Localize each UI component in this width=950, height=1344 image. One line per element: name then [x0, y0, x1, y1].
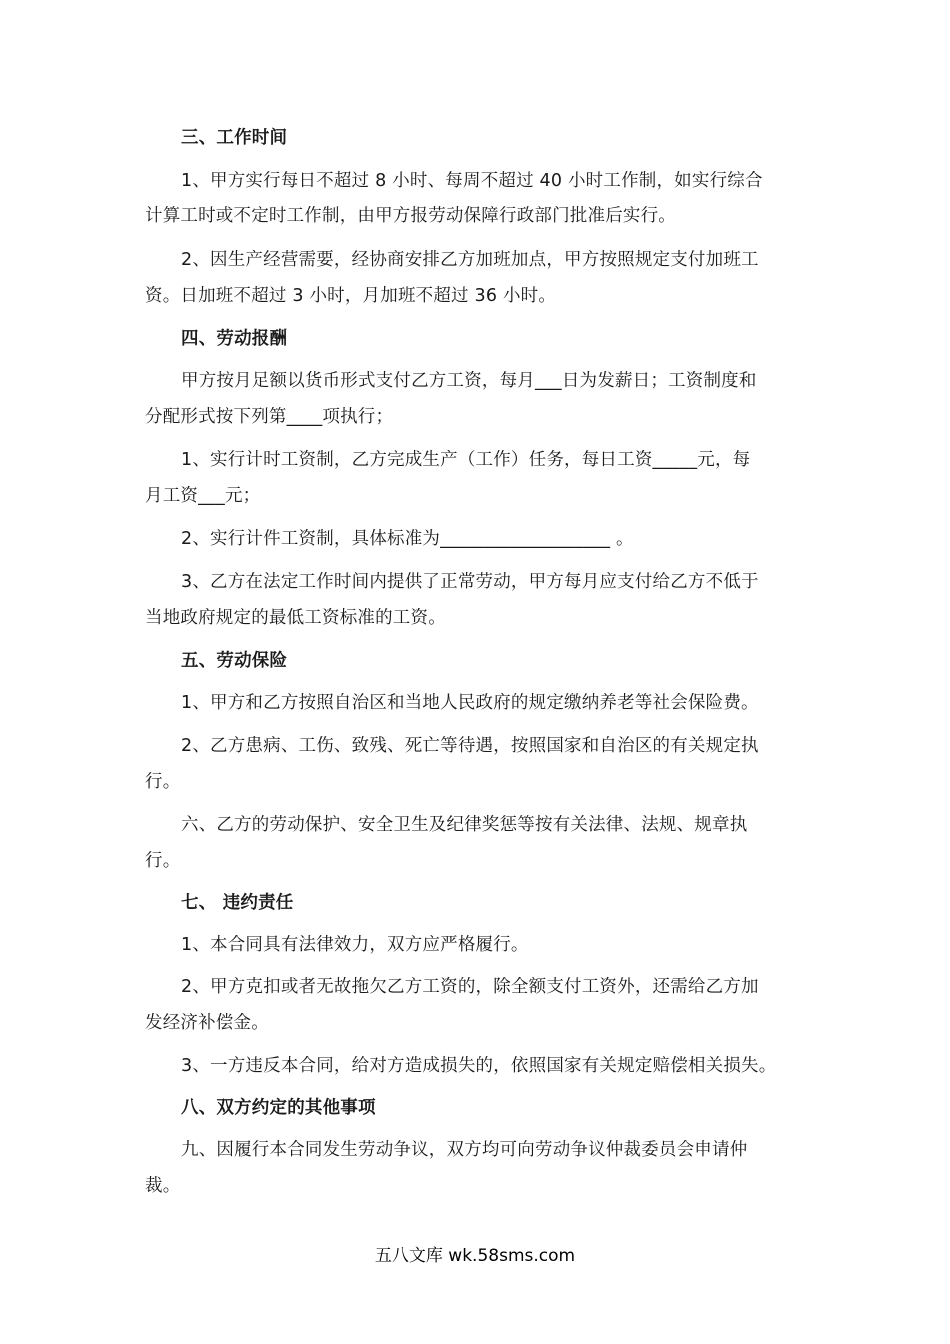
paragraph-line: 1、甲方实行每日不超过 8 小时、每周不超过 40 小时工作制，如实行综合 — [181, 171, 763, 191]
paragraph-line: 2、乙方患病、工伤、致残、死亡等待遇，按照国家和自治区的有关规定执 — [181, 736, 759, 756]
paragraph-line: 发经济补偿金。 — [145, 1013, 269, 1033]
paragraph-line: 六、乙方的劳动保护、安全卫生及纪律奖惩等按有关法律、法规、规章执 — [181, 815, 748, 835]
section-heading-work-hours: 三、工作时间 — [181, 128, 288, 148]
paragraph-line: 计算工时或不定时工作制，由甲方报劳动保障行政部门批准后实行。 — [145, 206, 676, 226]
section-heading-other-matters: 八、双方约定的其他事项 — [181, 1098, 376, 1118]
section-heading-labor-insurance: 五、劳动保险 — [181, 651, 288, 671]
paragraph-line: 九、因履行本合同发生劳动争议，双方均可向劳动争议仲裁委员会申请仲 — [181, 1140, 748, 1160]
paragraph-line: 分配形式按下列第____项执行； — [145, 407, 394, 427]
paragraph-line: 甲方按月足额以货币形式支付乙方工资，每月___日为发薪日；工资制度和 — [181, 371, 757, 391]
paragraph-line: 2、实行计件工资制，具体标准为___________________ 。 — [181, 529, 634, 549]
paragraph-line: 2、甲方克扣或者无故拖欠乙方工资的，除全额支付工资外，还需给乙方加 — [181, 977, 759, 997]
paragraph-line: 3、乙方在法定工作时间内提供了正常劳动，甲方每月应支付给乙方不低于 — [181, 572, 759, 592]
paragraph-line: 1、甲方和乙方按照自治区和当地人民政府的规定缴纳养老等社会保险费。 — [181, 693, 759, 713]
paragraph-line: 资。日加班不超过 3 小时，月加班不超过 36 小时。 — [145, 286, 557, 306]
paragraph-line: 2、因生产经营需要，经协商安排乙方加班加点，甲方按照规定支付加班工 — [181, 250, 759, 270]
section-heading-remuneration: 四、劳动报酬 — [181, 329, 288, 349]
paragraph-line: 行。 — [145, 772, 181, 792]
paragraph-line: 月工资___元； — [145, 486, 261, 506]
paragraph-line: 裁。 — [145, 1176, 181, 1196]
footer-watermark: 五八文库 wk.58sms.com — [374, 1246, 576, 1266]
paragraph-line: 行。 — [145, 851, 181, 871]
paragraph-line: 1、实行计时工资制，乙方完成生产（工作）任务，每日工资_____元，每 — [181, 450, 751, 470]
paragraph-line: 当地政府规定的最低工资标准的工资。 — [145, 608, 446, 628]
section-heading-liability: 七、 违约责任 — [181, 893, 294, 913]
paragraph-line: 3、一方违反本合同，给对方造成损失的，依照国家有关规定赔偿相关损失。 — [181, 1056, 777, 1076]
paragraph-line: 1、本合同具有法律效力，双方应严格履行。 — [181, 935, 529, 955]
